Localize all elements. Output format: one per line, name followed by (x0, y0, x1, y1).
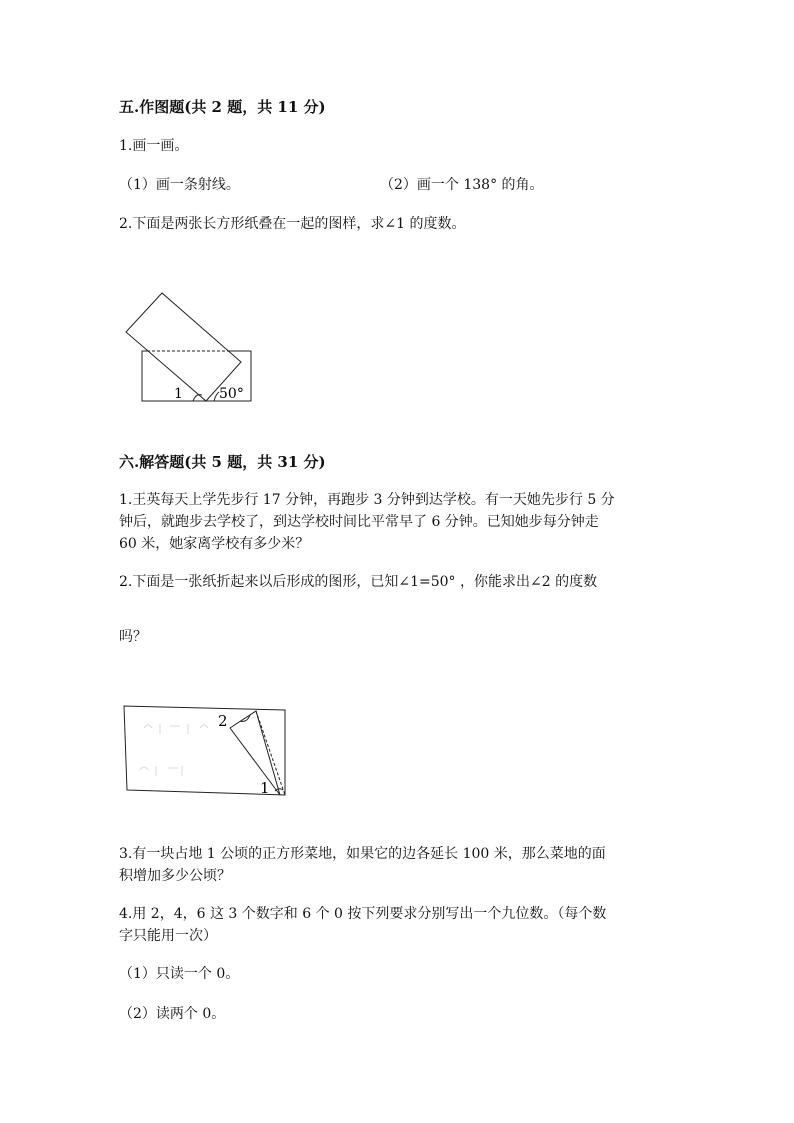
question-5-1-part2: （2）画一个 138° 的角。 (380, 177, 544, 193)
folded-paper-figure (122, 704, 292, 800)
background-marks (140, 724, 208, 776)
question-6-3-line2: 积增加多少公顷？ (119, 868, 231, 884)
tilted-rectangle (126, 293, 241, 401)
question-6-1-line3: 60 米，她家离学校有多少米？ (119, 536, 310, 552)
folded-flap (230, 711, 280, 795)
section-heading-solutions: 六.解答题(共 5 题，共 31 分) (119, 453, 326, 471)
question-5-2-text: 2.下面是两张长方形纸叠在一起的图样，求∠1 的度数。 (119, 216, 466, 232)
overlapping-rectangles-figure (120, 288, 260, 408)
question-6-4-part2: （2）读两个 0。 (119, 1006, 226, 1022)
question-6-3-line1: 3.有一块占地 1 公顷的正方形菜地，如果它的边各延长 100 米，那么菜地的面 (119, 846, 606, 862)
question-6-1-line1: 1.王英每天上学先步行 17 分钟，再跑步 3 分钟到达学校。有一天她先步行 5 分 (119, 492, 615, 508)
question-6-4-part1: （1）只读一个 0。 (119, 966, 240, 982)
question-6-2-line1: 2.下面是一张纸折起来以后形成的图形，已知∠1=50° ，你能求出∠2 的度数 (119, 574, 598, 590)
angle-2-label: 2 (218, 712, 228, 730)
angle-given-label: 50° (219, 386, 244, 402)
section-heading-drawing: 五.作图题(共 2 题，共 11 分) (119, 98, 326, 116)
angle-1-label: 1 (260, 779, 270, 797)
question-6-1-line2: 钟后，就跑步去学校了，到达学校时间比平常早了 6 分钟。已知她步每分钟走 (119, 514, 599, 530)
question-6-4-line2: 字只能用一次） (119, 928, 217, 944)
question-5-1-title: 1.画一画。 (119, 138, 189, 154)
question-5-1-part1: （1）画一条射线。 (119, 177, 240, 193)
question-6-4-line1: 4.用 2，4，6 这 3 个数字和 6 个 0 按下列要求分别写出一个九位数。（每个数 (119, 906, 607, 922)
angle-1-label: 1 (174, 386, 183, 402)
question-6-2-line2: 吗？ (119, 629, 147, 645)
